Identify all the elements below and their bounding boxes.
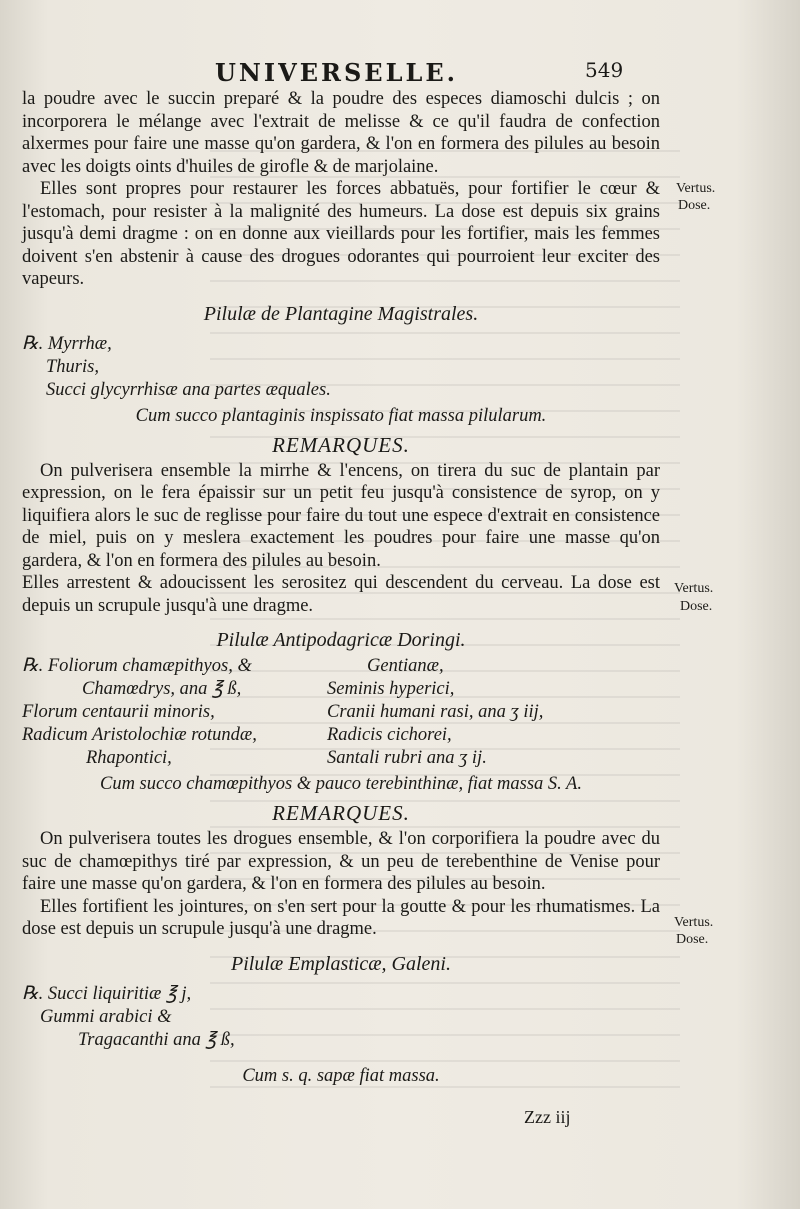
ingredient-line: Gentianæ,	[367, 656, 444, 676]
ingredient-table	[22, 655, 660, 770]
ingredient-line: ℞. Foliorum chamæpithyos, &	[22, 656, 252, 676]
ingredient-line: Santali rubri ana ʒ ij.	[327, 748, 487, 768]
recipe-title: Pilulæ Antipodagricæ Doringi.	[216, 629, 466, 651]
page-number: 549	[585, 58, 624, 82]
ingredient-line: Radicis cichorei,	[327, 725, 452, 745]
ingredient-line: Cranii humani rasi, ana ʒ iij,	[327, 702, 544, 722]
paragraph: On pulverisera ensemble la mirrhe & l'encens, on tirera du suc de plantain par expression, on le fera épaissir sur un petit feu jusqu'à consistence de syrop, on y liquifiera alors le suc de reglisse pour faire du tout une espece d'extrait en consistence de miel, puis on y meslera exactement les poudres pour faire une masse qu'on gardera, & l'on en formera des pilules au besoin.	[22, 460, 660, 571]
ingredient-line: Succi glycyrrhisæ ana partes æquales.	[46, 379, 331, 400]
ingredient-line: Chamœdrys, ana ℥ ß,	[82, 679, 242, 699]
paragraph: la poudre avec le succin preparé & la poudre des especes diamoschi dulcis ; on incorporera le mélange avec l'extrait de melisse & ce qu'il faudra de confection alxermes pour faire une masse qu'on gardera, & l'on en formera des pilules au besoin avec les doigts oints d'huiles de girofle & de marjolaine.	[22, 89, 660, 177]
recipe-title: Pilulæ de Plantagine Magistrales.	[203, 302, 479, 325]
ingredient-line: Thuris,	[46, 356, 99, 377]
recipe-instruction: Cum succo chamœpithyos & pauco terebinthinæ, fiat massa S. A.	[99, 774, 582, 794]
ingredient-line: Rhapontici,	[86, 748, 172, 768]
paragraph: Elles sont propres pour restaurer les forces abbatuës, pour fortifier le cœur & l'estomach, pour resister à la malignité des humeurs. La dose est depuis six grains jusqu'à demi dragme : on en donne aux vieillards pour les fortifier, mais les femmes doivent s'en abstenir à cause des drogues odorantes qui pourroient leur exciter des vapeurs.	[22, 179, 660, 289]
remarks-heading: REMARQUES.	[272, 801, 410, 825]
ingredient-line: Seminis hyperici,	[327, 679, 455, 699]
ingredient-line: Florum centaurii minoris,	[22, 702, 215, 722]
margin-note-vertus: Vertus.	[674, 581, 714, 596]
ingredient-line: ℞. Myrrhæ,	[22, 333, 112, 354]
signature-mark: Zzz iij	[524, 1107, 571, 1127]
ingredient-list	[22, 333, 660, 402]
paragraph: Elles fortifient les jointures, on s'en sert pour la goutte & pour les rhumatismes. La dose est depuis un scrupule jusqu'à une dragme.	[22, 896, 660, 939]
remarks-heading: REMARQUES.	[272, 432, 410, 457]
paragraph: On pulverisera toutes les drogues ensemble, & l'on corporifiera la poudre avec du suc de chamœpithys tiré par expression, & un peu de terebenthine de Venise pour faire une masse qu'on gardera, & l'on en formera des pilules au besoin.	[22, 829, 660, 894]
main-text	[22, 88, 660, 1090]
margin-note-dose: Dose.	[680, 599, 713, 614]
margin-note-dose: Dose.	[676, 932, 709, 947]
ingredient-line: Radicum Aristolochiæ rotundæ,	[22, 725, 257, 745]
recipe-title: Pilulæ Emplasticæ, Galeni.	[231, 952, 451, 975]
margin-note-vertus: Vertus.	[674, 915, 714, 930]
paragraph: Elles arrestent & adoucissent les serositez qui descendent du cerveau. La dose est depuis un scrupule jusqu'à une dragme.	[22, 573, 660, 616]
margin-note-vertus: Vertus.	[676, 181, 716, 196]
recipe-instruction: Cum s. q. sapæ fiat massa.	[242, 1065, 440, 1086]
running-head: UNIVERSELLE.	[215, 58, 458, 87]
page-header	[0, 58, 800, 88]
ingredient-list	[22, 983, 660, 1052]
ingredient-line: ℞. Succi liquiritiæ ℥ j,	[22, 983, 192, 1004]
ingredient-line: Tragacanthi ana ℥ ß,	[78, 1029, 235, 1050]
recipe-instruction: Cum succo plantaginis inspissato fiat massa pilularum.	[135, 405, 547, 426]
margin-note-dose: Dose.	[678, 198, 711, 213]
ingredient-line: Gummi arabici &	[40, 1006, 172, 1027]
